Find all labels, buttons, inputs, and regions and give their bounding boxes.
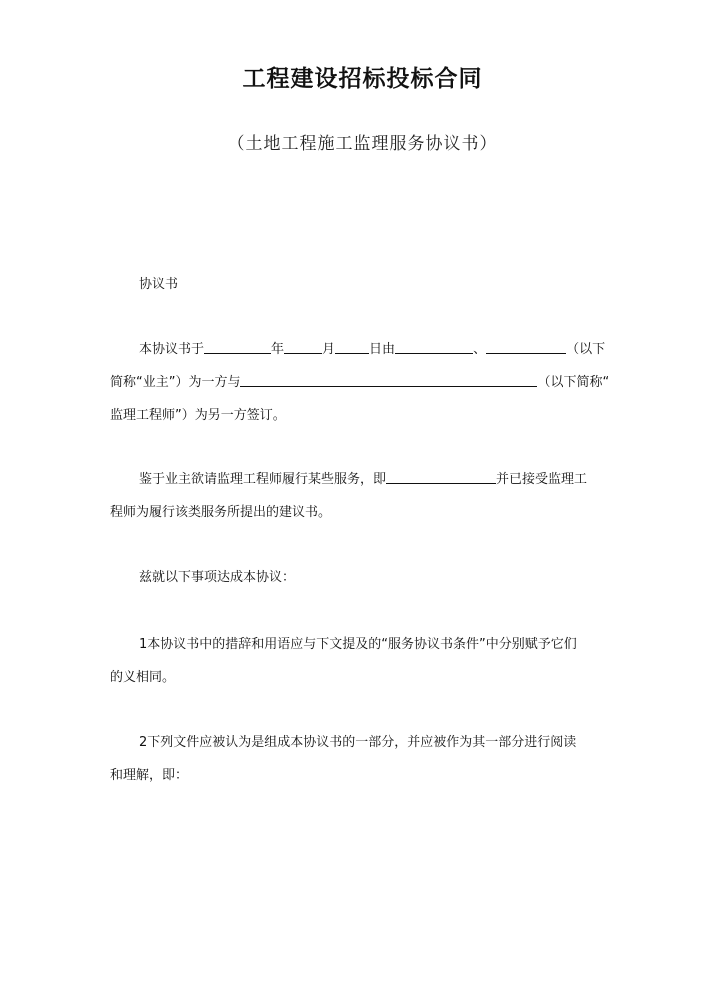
paragraph-line <box>110 366 630 399</box>
paragraph-line: 程师为履行该类服务所提出的建议书。 <box>110 505 332 520</box>
text-segment: 月 <box>322 342 336 357</box>
section-heading-block <box>110 268 630 301</box>
paragraph-line: 和理解，即： <box>110 768 189 783</box>
paragraph-line: 2下列文件应被认为是组成本协议书的一部分，并应被作为其一部分进行阅读 <box>139 735 577 750</box>
text-segment: 日由 <box>369 342 396 357</box>
paragraph-line <box>110 333 630 366</box>
blank-party-b <box>486 338 566 354</box>
text-segment: 简称“业主”）为一方与 <box>110 375 241 390</box>
paragraph-line: 的义相同。 <box>110 670 176 685</box>
text-segment: 并已接受监理工 <box>496 472 588 487</box>
blank-party-a <box>395 338 473 354</box>
text-segment: 本协议书于 <box>139 342 205 357</box>
blank-year <box>204 338 271 354</box>
text-segment: 年 <box>271 342 285 357</box>
blank-month <box>284 338 322 354</box>
paragraph-clause-1 <box>110 628 630 694</box>
text-segment: 鉴于业主欲请监理工程师履行某些服务，即 <box>139 472 387 487</box>
text-segment: 、 <box>473 342 487 357</box>
blank-service <box>386 468 496 484</box>
paragraph-line: 1本协议书中的措辞和用语应与下文提及的“服务协议书条件”中分别赋予它们 <box>139 637 577 652</box>
paragraph-line: 监理工程师”）为另一方签订。 <box>110 408 286 423</box>
text-segment: （以下简称“ <box>537 375 610 390</box>
paragraph-line <box>110 463 630 496</box>
paragraph-agreed <box>110 561 630 594</box>
document-title: 工程建设招标投标合同 <box>242 66 483 92</box>
text-segment: （以下 <box>566 342 606 357</box>
document-subtitle: （土地工程施工监理服务协议书） <box>227 134 498 154</box>
paragraph-clause-2 <box>110 726 630 792</box>
paragraph-whereas <box>110 463 630 529</box>
paragraph-line: 兹就以下事项达成本协议： <box>139 570 296 585</box>
blank-day <box>335 338 369 354</box>
paragraph-agreement-parties <box>110 333 630 432</box>
section-heading: 协议书 <box>139 277 179 292</box>
blank-engineer <box>240 371 537 387</box>
